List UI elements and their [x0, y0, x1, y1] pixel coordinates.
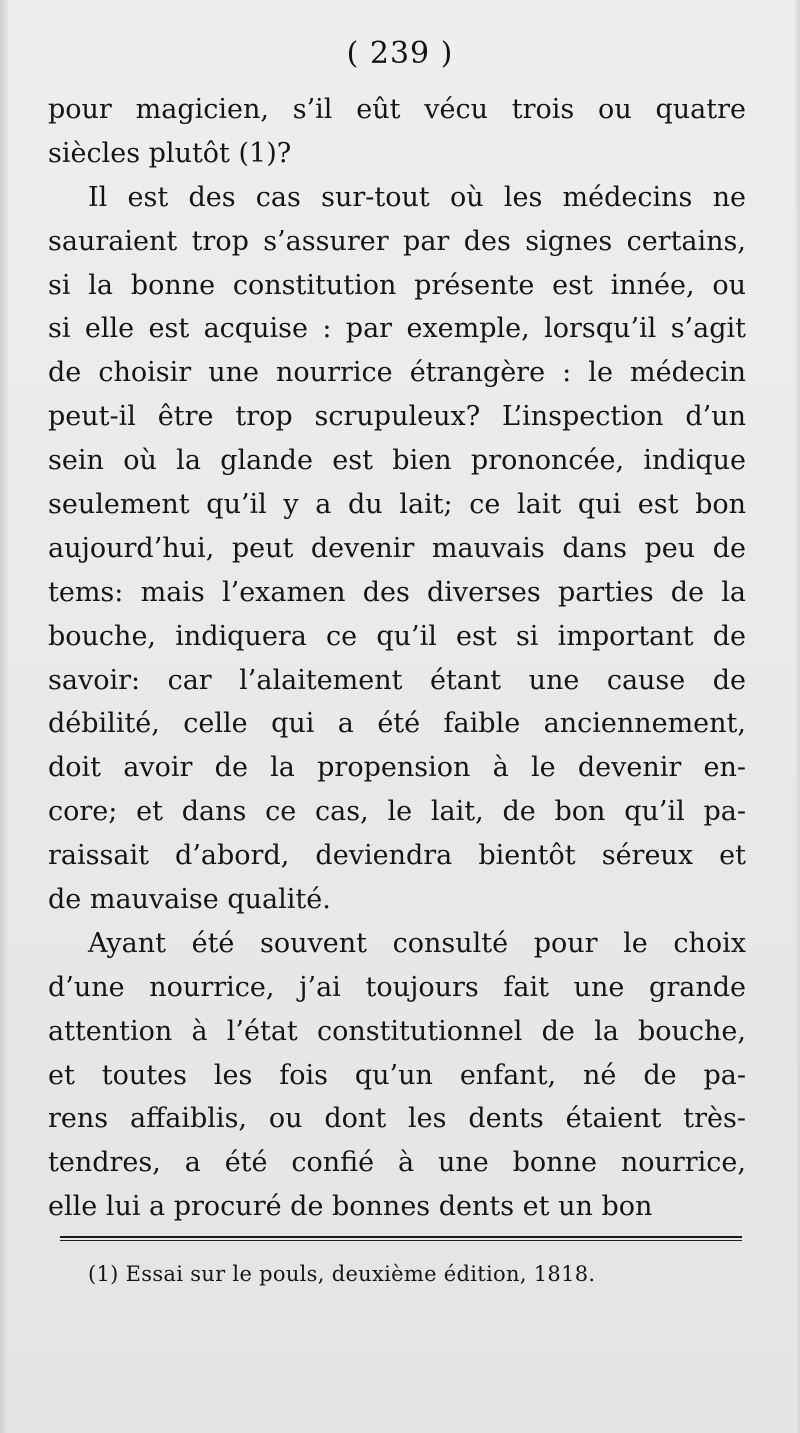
text-line: bouche, indiquera ce qu’il est si important de — [48, 620, 746, 652]
paragraph — [48, 88, 746, 176]
page-right-edge — [794, 0, 800, 1433]
text-line: Ayant été souvent consulté pour le choix — [88, 927, 746, 959]
text-line: tendres, a été confié à une bonne nourrice, — [48, 1147, 746, 1179]
text-line: débilité, celle qui a été faible anciennement, — [48, 708, 746, 740]
text-line: rens affaiblis, ou dont les dents étaient très- — [48, 1103, 746, 1135]
text-line: aujourd’hui, peut devenir mauvais dans peu de — [48, 532, 746, 564]
text-line: elle lui a procuré de bonnes dents et un bon — [48, 1191, 653, 1223]
text-line: doit avoir de la propension à le devenir en- — [48, 752, 746, 784]
text-line: raissait d’abord, deviendra bientôt séreux et — [48, 840, 746, 872]
text-line: de choisir une nourrice étrangère : le médecin — [48, 357, 746, 389]
text-line: sein où la glande est bien prononcée, indique — [48, 445, 746, 477]
text-line: savoir: car l’alaitement étant une cause de — [48, 664, 746, 696]
footnote-separator — [60, 1236, 742, 1241]
text-line: seulement qu’il y a du lait; ce lait qui est bon — [48, 489, 746, 521]
text-line: peut-il être trop scrupuleux? L’inspection d’un — [48, 401, 746, 433]
text-line: si la bonne constitution présente est innée, ou — [48, 269, 746, 301]
text-line: pour magicien, s’il eût vécu trois ou quatre — [48, 94, 746, 125]
text-line: si elle est acquise : par exemple, lorsqu’il s’agit — [48, 313, 746, 345]
text-line: et toutes les fois qu’un enfant, né de pa- — [48, 1059, 746, 1091]
page-left-edge — [0, 0, 8, 1433]
text-line: core; et dans ce cas, le lait, de bon qu’il pa- — [48, 796, 746, 828]
text-line: de mauvaise qualité. — [48, 884, 331, 916]
text-line: sauraient trop s’assurer par des signes certains, — [48, 225, 746, 257]
text-line: attention à l’état constitutionnel de la bouche, — [48, 1015, 746, 1047]
paragraph — [48, 922, 746, 1229]
text-line: d’une nourrice, j’ai toujours fait une grande — [48, 971, 746, 1003]
body-text — [48, 88, 746, 1229]
paragraph — [48, 176, 746, 922]
text-line: tems: mais l’examen des diverses parties de la — [48, 576, 746, 608]
text-line: Il est des cas sur-tout où les médecins ne — [88, 181, 746, 213]
text-line: siècles plutôt (1)? — [48, 137, 292, 169]
page-number: ( 239 ) — [346, 36, 454, 71]
footnote: (1) Essai sur le pouls, deuxième édition, 1818. — [88, 1262, 596, 1286]
